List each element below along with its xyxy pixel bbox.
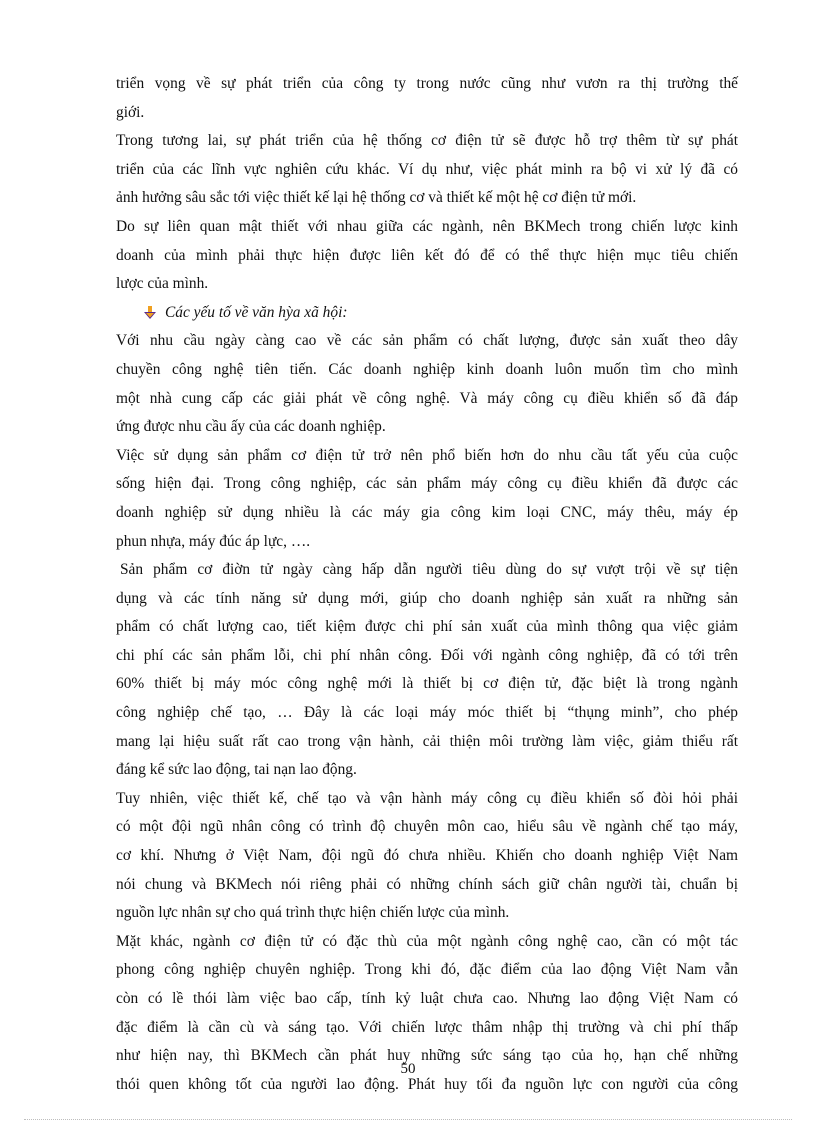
text-line: doanh nghiệp sử dụng nhiều là các máy gia công kim loại CNC, máy thêu, máy ép [116,503,738,521]
text-line: 60% thiết bị máy móc công nghệ mới là thiết bị cơ điện tử, đặc biệt là trong ngành [116,675,738,693]
text-line: mang lại hiệu suất rất cao trong vận hành, cải thiện môi trường làm việc, giảm thiểu rất [116,732,738,750]
text-line: giới. [116,103,145,121]
text-line: còn có lề thói làm việc bao cấp, tính kỷ luật chưa cao. Nhưng lao động Việt Nam có [116,990,738,1007]
section-heading-text: Các yếu tố về văn hỳa xã hội: [165,303,348,321]
text-line: Do sự liên quan mật thiết với nhau giữa các ngành, nên BKMech trong chiến lược kinh [116,217,738,235]
text-line: thói quen không tốt của người lao động. Phát huy tối đa nguồn lực con người của công [116,1075,738,1093]
text-line: Trong tương lai, sự phát triển của hệ thống cơ điện tử sẽ được hỗ trợ thêm từ sự phát [116,132,738,150]
text-line: một nhà cung cấp các giải phát về công nghệ. Và máy công cụ điều khiển số đã đáp [116,389,738,407]
text-line: nói chung và BKMech nói riêng phải có những chính sách giữ chân người tài, chuẩn bị [116,875,738,893]
text-line: phun nhựa, máy đúc áp lực, …. [116,532,311,550]
text-line: nguồn lực nhân sự cho quá trình thực hiện chiến lược của mình. [116,904,510,922]
text-line: có một đội ngũ nhân công có trình độ chuyên môn cao, hiểu sâu về ngành chế tạo máy, [116,818,738,836]
page-number: 50 [400,1061,416,1077]
text-line: cơ khí. Nhưng ở Việt Nam, đội ngũ đó chưa nhiều. Khiến cho doanh nghiệp Việt Nam [116,847,738,865]
text-line: ảnh hưởng sâu sắc tới việc thiết kế lại hệ thống cơ và thiết kế một hệ cơ điện tử mới. [116,189,637,207]
text-line: triển của các lĩnh vực nghiên cứu khác. Ví dụ như, việc phát minh ra bộ vi xử lý đã có [116,160,738,178]
text-line: Việc sử dụng sản phẩm cơ điện tử trở nên phổ biến hơn do nhu cầu tất yếu của cuộc [116,446,738,464]
text-line: như hiện nay, thì BKMech cần phát huy những sức sáng tạo của họ, hạn chế những [116,1047,738,1065]
page-body [116,70,738,1099]
text-line: phong công nghiệp chuyên nghiệp. Trong khi đó, đặc điểm của lao động Việt Nam vẫn [116,961,738,979]
text-line: triển vọng về sự phát triển của công ty trong nước cũng như vươn ra thị trường thế [116,75,738,92]
text-line: Tuy nhiên, việc thiết kế, chế tạo và vận hành máy công cụ điều khiển số đòi hỏi phải [116,789,738,807]
text-line: lược của mình. [116,275,209,293]
footer-divider [24,1119,792,1120]
text-line: chuyền công nghệ tiên tiến. Các doanh nghiệp kinh doanh luôn muốn tìm cho mình [116,360,738,378]
text-line: Sản phẩm cơ điờn tử ngày càng hấp dẫn người tiêu dùng do sự vượt trội về sự tiện [120,561,738,579]
text-line: công nghiệp chế tạo, … Đây là các loại máy móc thiết bị “thụng minh”, cho phép [116,704,738,722]
text-line: đáng kể sức lao động, tai nạn lao động. [116,761,357,779]
text-line: đặc điểm là cần cù và sáng tạo. Với chiến lược thâm nhập thị trường và chi phí thấp [116,1018,738,1036]
bullet-arrow-icon [143,306,157,320]
text-line: dụng và các tính năng sử dụng mới, giúp cho doanh nghiệp sản xuất ra những sản [116,589,738,607]
section-heading [116,299,738,328]
text-line: sống hiện đại. Trong công nghiệp, các sản phẩm máy công cụ điều khiển đã được các [116,475,738,493]
text-line: Với nhu cầu ngày càng cao về các sản phẩm có chất lượng, được sản xuất theo dây [116,332,738,350]
text-line: doanh của mình phải thực hiện được liên kết đó để có thể thực hiện mục tiêu chiến [116,246,738,264]
text-line: phẩm có chất lượng cao, tiết kiệm được chi phí sản xuất của mình thông qua việc giảm [116,618,738,636]
text-line: Mặt khác, ngành cơ điện tử có đặc thù của một ngành công nghệ cao, cần có một tác [116,932,738,950]
text-line: chi phí các sản phẩm lỗi, chi phí nhân công. Đối với ngành công nghiệp, đã có tới trên [116,646,738,664]
text-line: ứng được nhu cầu ấy của các doanh nghiệp. [116,418,386,436]
